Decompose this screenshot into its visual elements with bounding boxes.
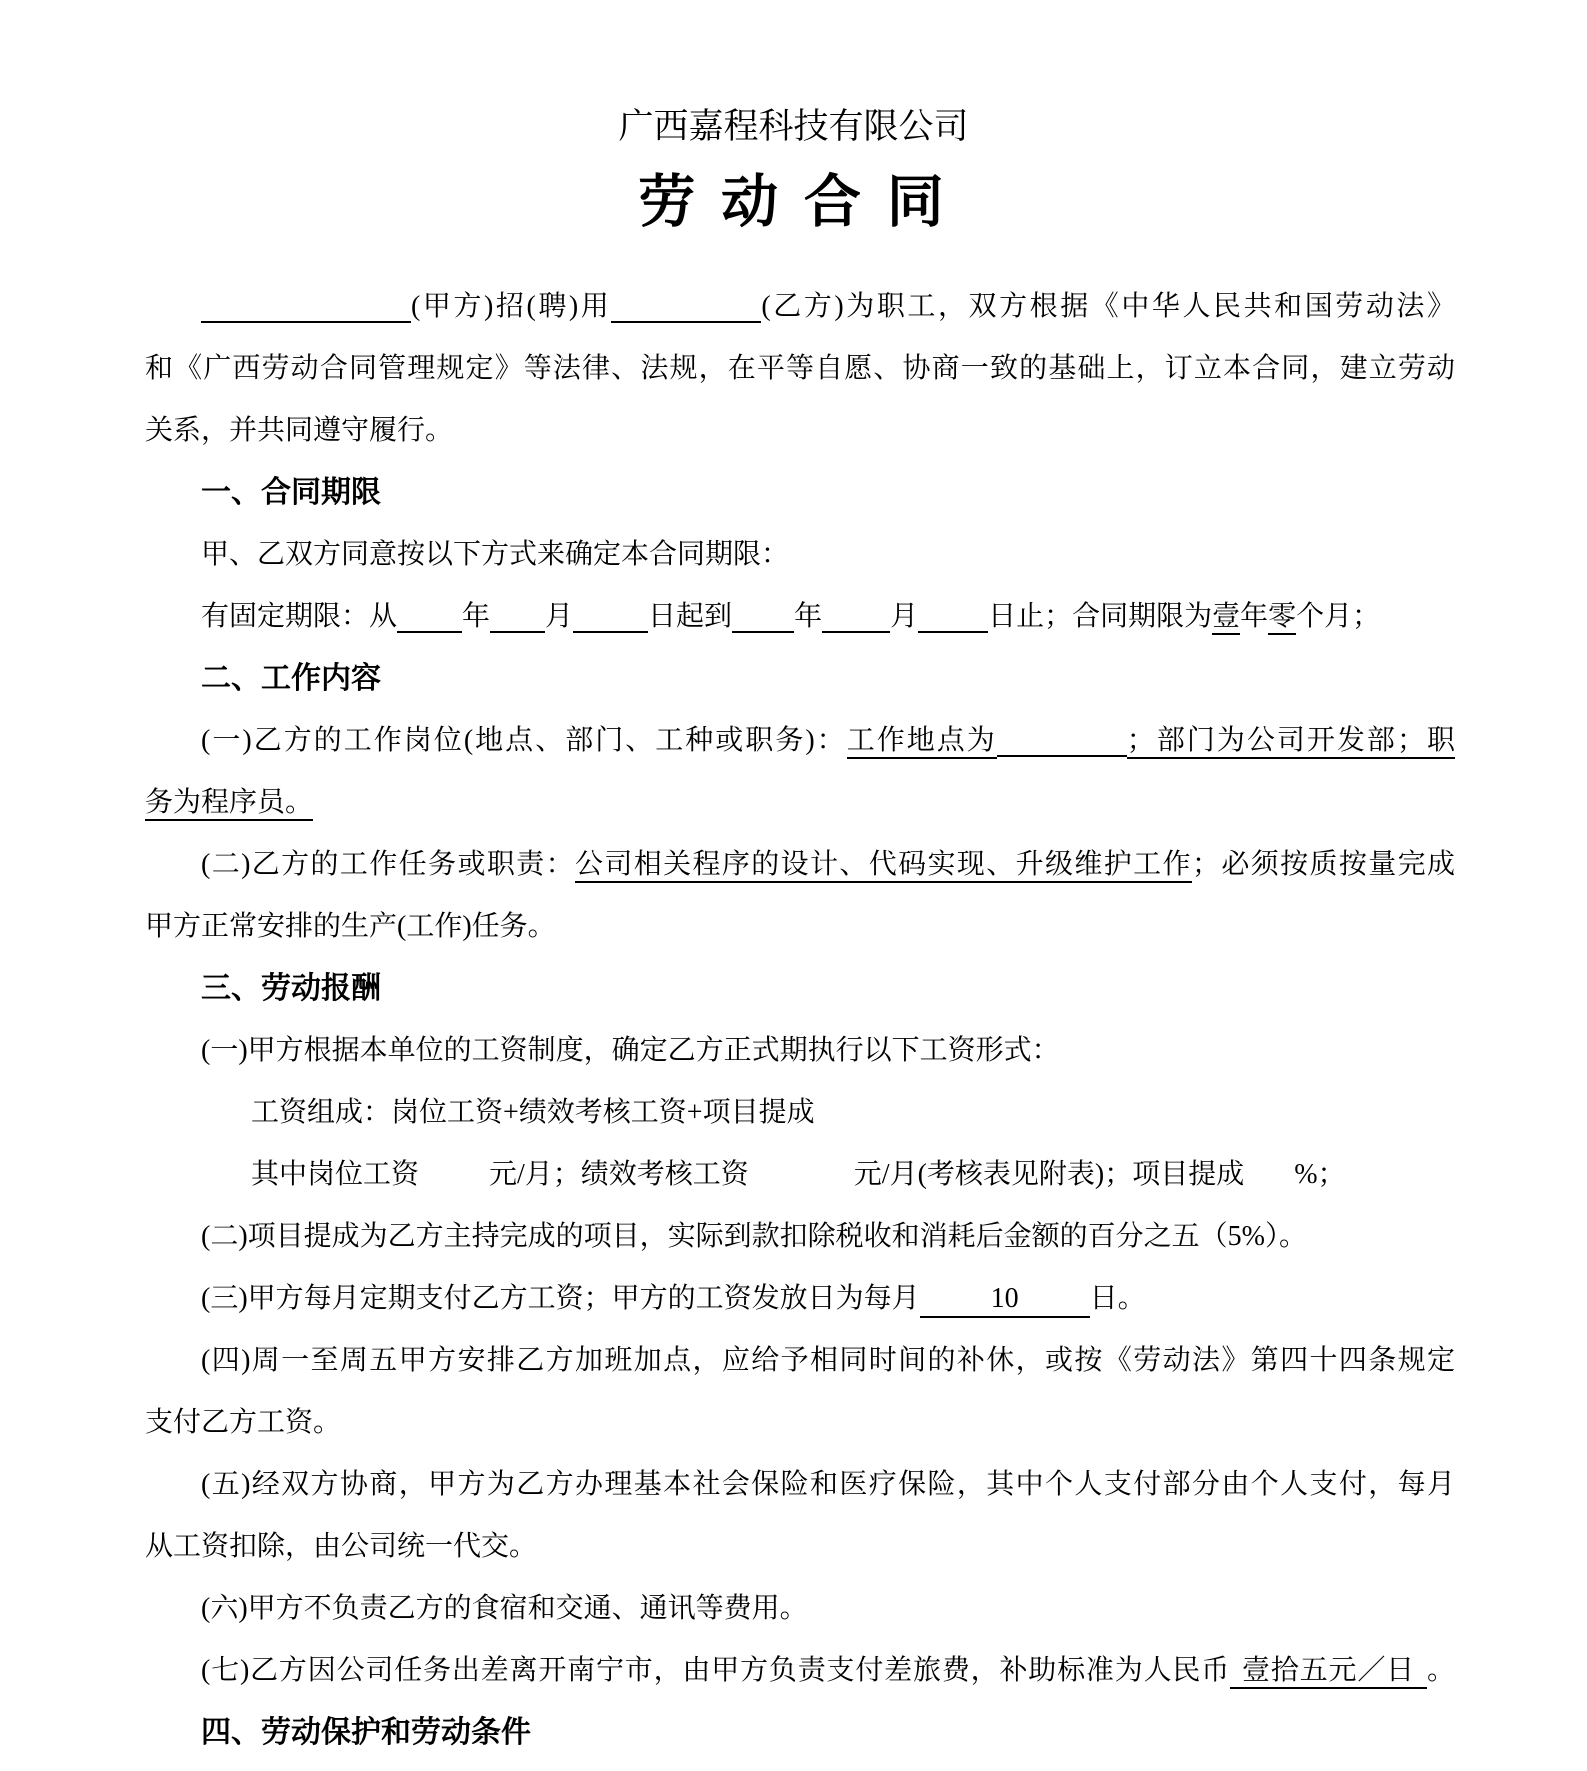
section-1-heading: 一、合同期限 [201, 476, 381, 509]
section-4-heading: 四、劳动保护和劳动条件 [201, 1716, 531, 1749]
wage-detail-part-3: 元/月(考核表见附表)；项目提成 [853, 1159, 1245, 1190]
term-years-value: 壹 [1212, 601, 1240, 635]
intro-line-1 [145, 276, 1455, 338]
travel-suffix: 。 [1426, 1655, 1455, 1686]
party-b-blank [611, 321, 761, 323]
work-post-line-2 [145, 772, 1455, 834]
overtime-line-1: (四)周一至周五甲方安排乙方加班加点，应给予相同时间的补休，或按《劳动法》第四十四条规定 [201, 1345, 1455, 1376]
section-3-heading: 三、劳动报酬 [201, 972, 381, 1005]
work-place-blank [997, 755, 1127, 757]
overtime-line-2: 支付乙方工资。 [145, 1407, 342, 1438]
pay-day-suffix: 日。 [1089, 1283, 1146, 1314]
document-title: 劳 动 合 同 [638, 170, 949, 234]
document-body [145, 276, 1455, 1764]
wage-detail-part-2: 元/月；绩效考核工资 [489, 1159, 749, 1190]
start-day-blank [573, 631, 648, 633]
work-duty-line-2: 甲方正常安排的生产(工作)任务。 [145, 911, 556, 942]
wage-form-line: (一)甲方根据本单位的工资制度，确定乙方正式期执行以下工资形式： [201, 1035, 1060, 1066]
unit-month: 月 [545, 601, 574, 632]
term-between: 年 [1240, 601, 1269, 632]
work-duty-prefix: (二)乙方的工作任务或职责： [201, 849, 575, 880]
end-year-blank [732, 631, 794, 633]
commission-line: (二)项目提成为乙方主持完成的项目，实际到款扣除税收和消耗后金额的百分之五（5%）。 [201, 1221, 1307, 1252]
fixed-term-tail: 个月； [1296, 601, 1381, 632]
fixed-term-mid: 日起到 [648, 601, 733, 632]
wage-detail-part-4: %； [1294, 1159, 1346, 1190]
insurance-line-1: (五)经双方协商，甲方为乙方办理基本社会保险和医疗保险，其中个人支付部分由个人支付，每月 [201, 1469, 1455, 1500]
fixed-term-suffix: 日止；合同期限为 [988, 601, 1213, 632]
work-title-filled: 务为程序员。 [145, 787, 313, 821]
company-name: 广西嘉程科技有限公司 [618, 107, 969, 146]
work-place-label: 工作地点为 [847, 725, 997, 759]
work-duty-line-1 [145, 834, 1455, 896]
party-b-label: (乙方)为职工，双方根据《中华人民共和国劳动法》 [761, 291, 1455, 322]
start-year-blank [397, 631, 462, 633]
work-duty-suffix: ；必须按质按量完成 [1191, 849, 1455, 880]
fixed-term-line [145, 586, 1455, 648]
start-month-blank [490, 631, 545, 633]
travel-allowance-value: 壹拾五元／日 [1230, 1655, 1427, 1689]
pay-day-line [145, 1268, 1455, 1330]
insurance-line-2: 从工资扣除，由公司统一代交。 [145, 1531, 538, 1562]
travel-prefix: (七)乙方因公司任务出差离开南宁市，由甲方负责支付差旅费，补助标准为人民币 [201, 1655, 1231, 1686]
intro-line-2: 和《广西劳动合同管理规定》等法律、法规，在平等自愿、协商一致的基础上，订立本合同，建立劳动 [145, 353, 1455, 384]
pay-day-value: 10 [920, 1282, 1090, 1318]
fixed-term-prefix: 有固定期限：从 [201, 601, 398, 632]
section-2-heading: 二、工作内容 [201, 662, 381, 695]
end-month-blank [822, 631, 890, 633]
intro-line-3: 关系，并共同遵守履行。 [145, 415, 454, 446]
party-a-label: (甲方)招(聘)用 [411, 291, 612, 322]
wage-composition-line: 工资组成：岗位工资+绩效考核工资+项目提成 [251, 1097, 815, 1128]
term-months-value: 零 [1268, 601, 1296, 635]
travel-line [145, 1640, 1455, 1702]
unit-year-2: 年 [794, 601, 823, 632]
end-day-blank [918, 631, 988, 633]
work-post-prefix: (一)乙方的工作岗位(地点、部门、工种或职务)： [201, 725, 847, 756]
section-1-intro: 甲、乙双方同意按以下方式来确定本合同期限： [201, 539, 790, 570]
work-post-line-1 [145, 710, 1455, 772]
work-dept-filled: ；部门为公司开发部；职 [1127, 725, 1455, 759]
pay-day-prefix: (三)甲方每月定期支付乙方工资；甲方的工资发放日为每月 [201, 1283, 920, 1314]
unit-month-2: 月 [890, 601, 919, 632]
wage-detail-part-1: 其中岗位工资 [251, 1159, 420, 1190]
wage-detail-line [145, 1144, 1455, 1206]
party-a-blank [201, 321, 411, 323]
work-duty-filled: 公司相关程序的设计、代码实现、升级维护工作 [575, 849, 1192, 883]
unit-year: 年 [462, 601, 491, 632]
board-line: (六)甲方不负责乙方的食宿和交通、通讯等费用。 [201, 1593, 808, 1624]
